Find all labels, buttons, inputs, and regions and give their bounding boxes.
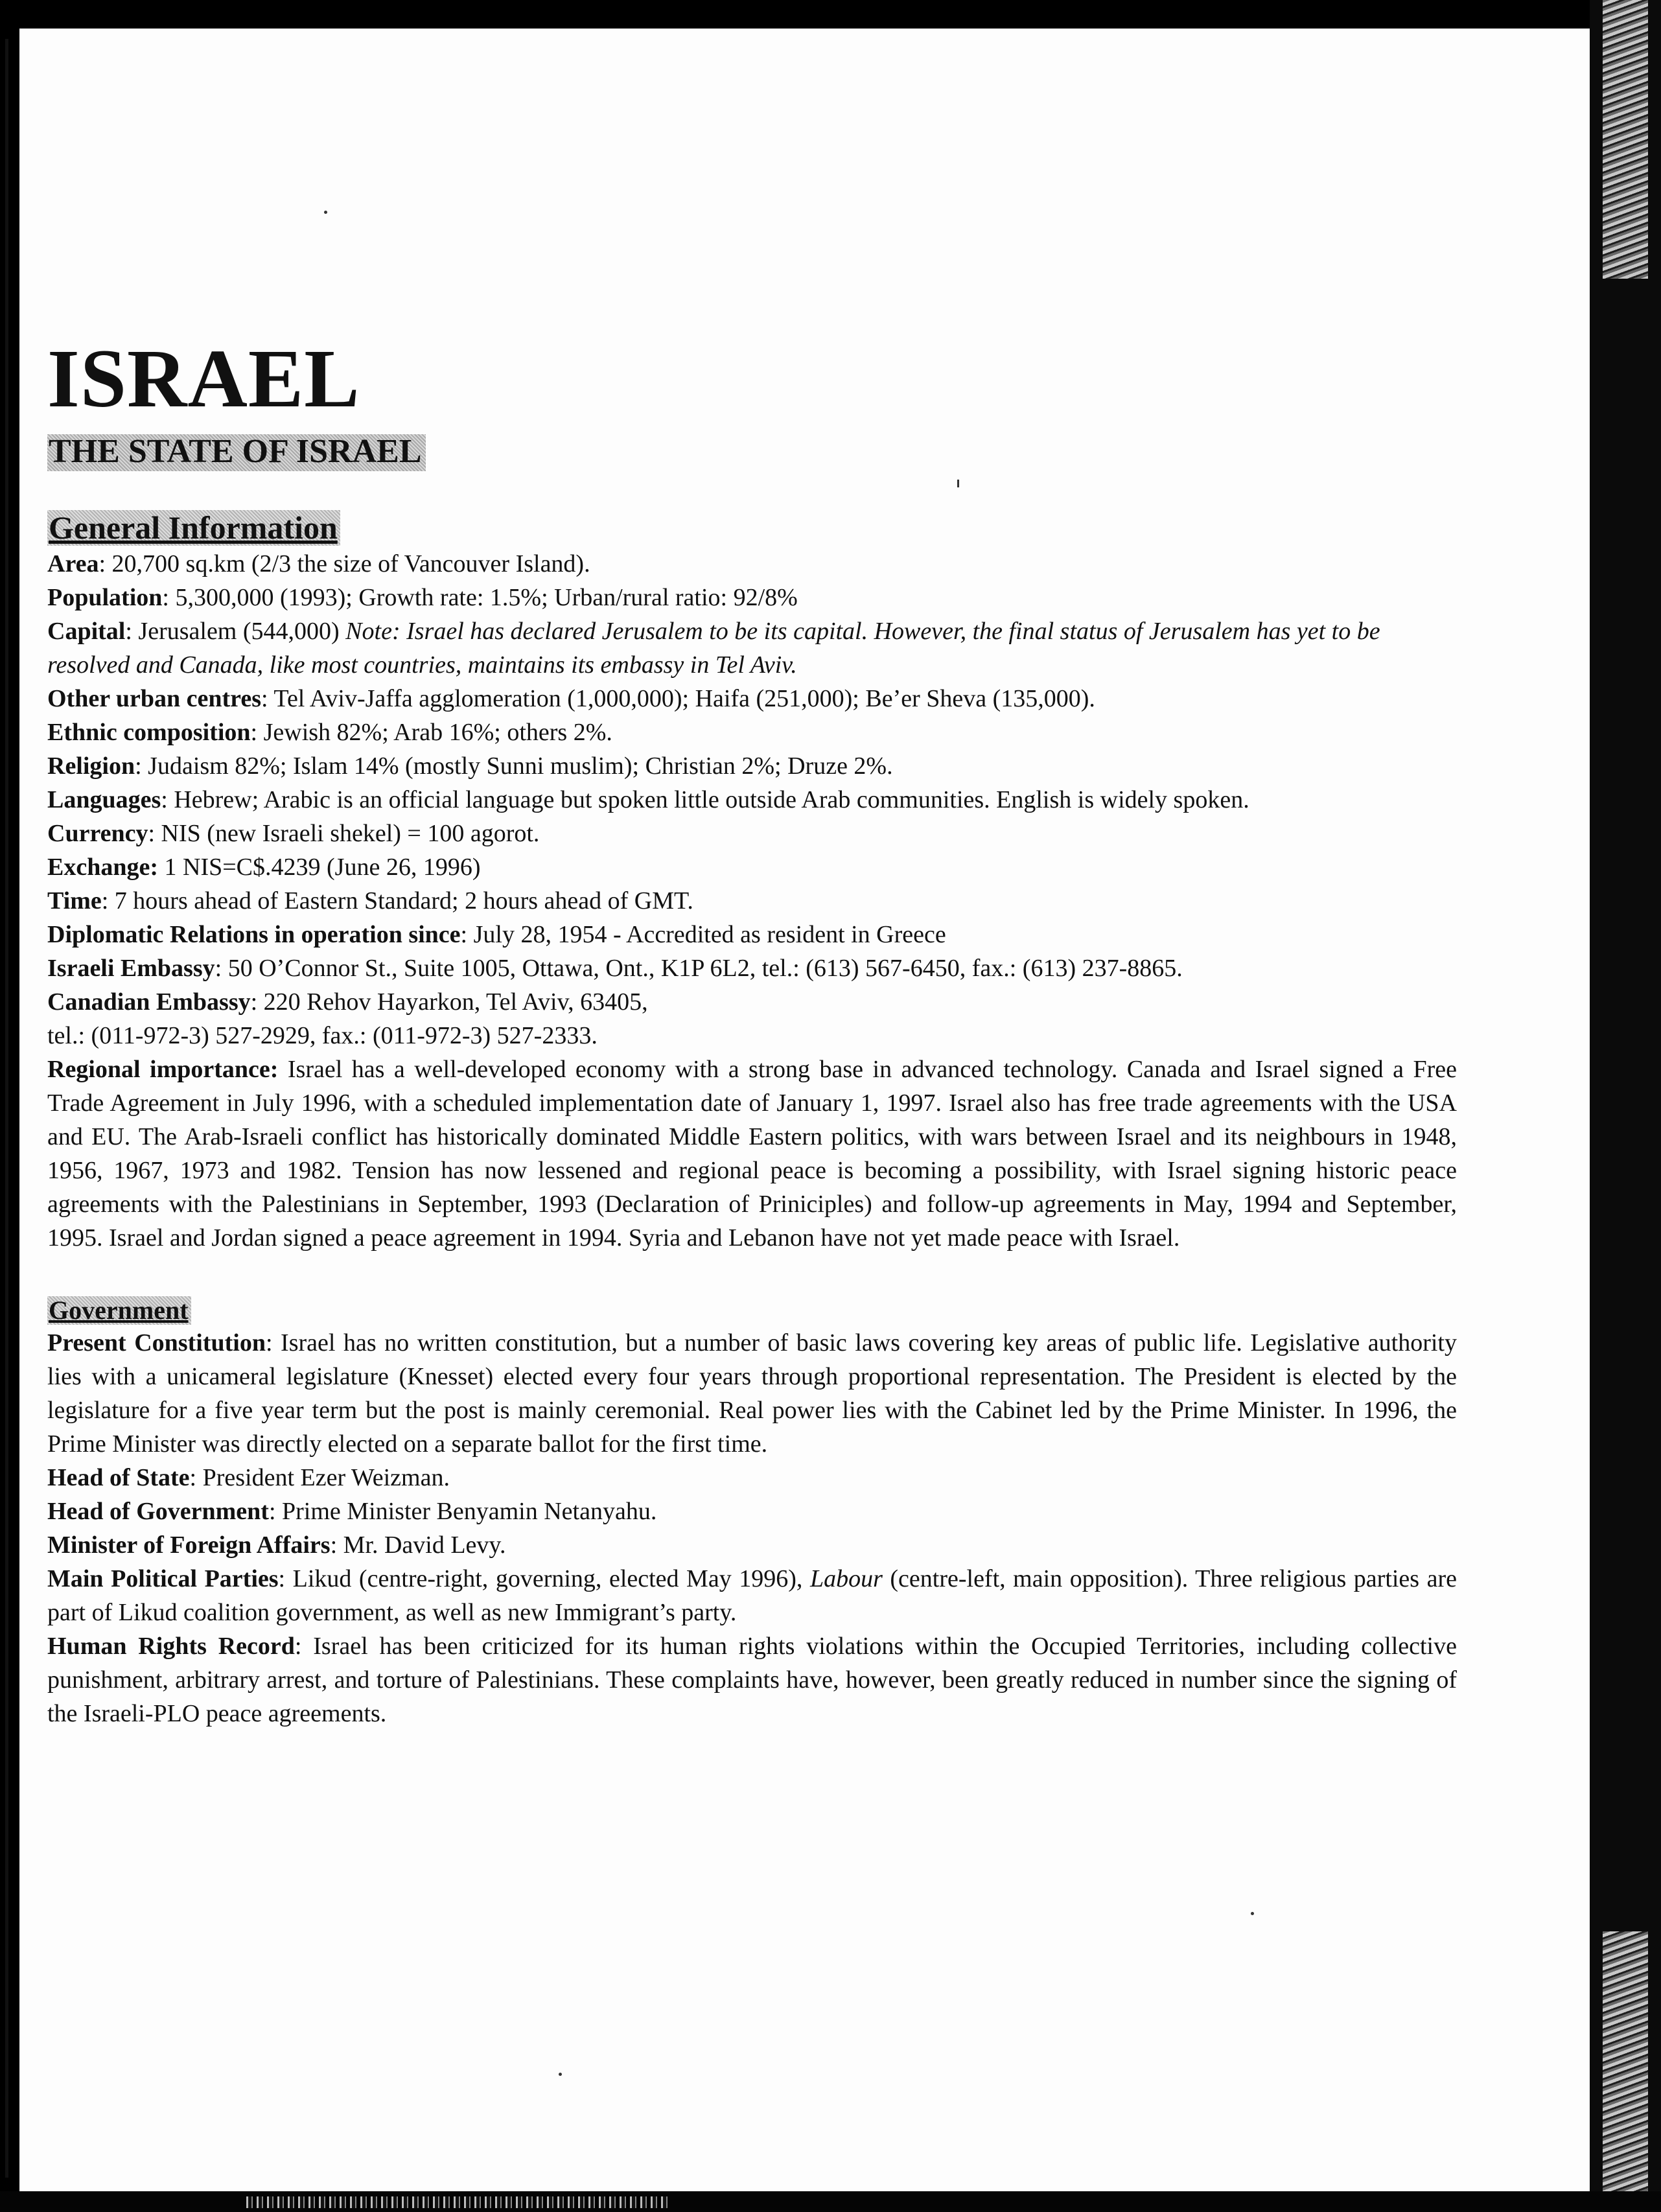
field-present-constitution (47, 1326, 1457, 1461)
field-label: Capital (47, 617, 126, 645)
field-regional-importance (47, 1053, 1457, 1255)
field-label: Currency (47, 819, 148, 847)
field-label: Time (47, 887, 102, 914)
field-value: : 5,300,000 (1993); Growth rate: 1.5%; Urban/rural ratio: 92/8% (162, 583, 798, 611)
field-label: Regional importance: (47, 1055, 279, 1083)
field-value: : 20,700 sq.km (2/3 the size of Vancouver Island). (99, 550, 590, 577)
field-head-of-state (47, 1461, 1457, 1495)
field-label: Minister of Foreign Affairs (47, 1531, 331, 1559)
scan-edge-right (1590, 0, 1661, 2212)
field-israeli-embassy (47, 951, 1457, 985)
field-ethnic-composition (47, 716, 1457, 749)
field-value: (centre-left, main opposition). Three religious parties are part of Likud coalition government, as well as new Immigrant’s party. (47, 1565, 1457, 1626)
field-label: Religion (47, 752, 135, 780)
field-label: Israeli Embassy (47, 954, 215, 982)
field-label: Human Rights Record (47, 1632, 295, 1660)
scan-speck (1251, 1912, 1254, 1915)
field-label: Diplomatic Relations in operation since (47, 920, 461, 948)
field-value: : Likud (centre-right, governing, elected May 1996), (278, 1565, 810, 1592)
page-left-rule (5, 39, 8, 2178)
field-foreign-minister (47, 1528, 1457, 1562)
field-label: Main Political Parties (47, 1565, 279, 1592)
field-head-of-government (47, 1495, 1457, 1528)
field-human-rights (47, 1629, 1457, 1730)
field-languages (47, 783, 1457, 817)
scan-speck (324, 211, 327, 214)
field-label: Ethnic composition (47, 718, 251, 746)
field-label: Languages (47, 786, 161, 813)
field-time (47, 884, 1457, 918)
field-urban-centres (47, 682, 1457, 716)
field-exchange (47, 850, 1457, 884)
field-capital (47, 614, 1431, 682)
field-label: Population (47, 583, 163, 611)
field-value: : President Ezer Weizman. (189, 1463, 450, 1491)
field-value: : Mr. David Levy. (330, 1531, 506, 1559)
field-political-parties (47, 1562, 1457, 1629)
field-religion (47, 749, 1457, 783)
page-title: ISRAEL (47, 332, 360, 425)
field-currency (47, 817, 1457, 850)
field-label: Canadian Embassy (47, 988, 251, 1016)
field-diplomatic-relations (47, 918, 1457, 951)
section-heading-government: Government (47, 1296, 191, 1325)
field-value: : NIS (new Israeli shekel) = 100 agorot. (148, 819, 540, 847)
capital-note: Note: Israel has declared Jerusalem to be its capital. However, the final status of Jerusalem has yet to be resolved and Canada, like most countries, maintains its embassy in Tel Aviv. (47, 617, 1380, 679)
field-canadian-embassy-contact: tel.: (011-972-3) 527-2929, fax.: (011-972-3) 527-2333. (47, 1021, 598, 1049)
field-value: : Jerusalem (544,000) (125, 617, 346, 645)
field-value: : 220 Rehov Hayarkon, Tel Aviv, 63405, (250, 988, 648, 1016)
field-value: : Jewish 82%; Arab 16%; others 2%. (250, 718, 612, 746)
field-label: Head of State (47, 1463, 190, 1491)
field-value: : 7 hours ahead of Eastern Standard; 2 hours ahead of GMT. (101, 887, 693, 914)
field-label: Present Constitution (47, 1329, 266, 1356)
general-information-section (47, 510, 1457, 1255)
scan-edge-bottom (0, 2191, 1661, 2212)
field-value: : Israel has been criticized for its human rights violations within the Occupied Territories, including collective punishment, arbitrary arrest, and torture of Palestinians. These complaints have, however, been greatly reduced in number since the signing of the Israeli-PLO peace agreements. (47, 1632, 1457, 1727)
field-value: : 50 O’Connor St., Suite 1005, Ottawa, Ont., K1P 6L2, tel.: (613) 567-6450, fax.: (613) 237-8865. (215, 954, 1183, 982)
field-label: Area (47, 550, 99, 577)
field-label: Other urban centres (47, 684, 262, 712)
field-area (47, 547, 1457, 581)
field-value: Israel has a well-developed economy with a strong base in advanced technology. Canada and Israel signed a Free Trade Agreement in July 1996, with a scheduled implementation date of January 1, 1997. Israel also has free trade agreements with the USA and EU. The Arab-Israeli conflict has historically dominated Middle Eastern politics, with wars between Israel and its neighbours in 1948, 1956, 1967, 1973 and 1982. Tension has now lessened and regional peace is becoming a possibility, with Israel signing historic peace agreements with the Palestinians in September, 1993 (Declaration of Priniciples) and follow-up agreements in May, 1994 and September, 1995. Israel and Jordan signed a peace agreement in 1994. Syria and Lebanon have not yet made peace with Israel. (47, 1055, 1457, 1252)
field-population (47, 581, 1457, 614)
scan-speck (559, 2073, 562, 2076)
field-value: : Tel Aviv-Jaffa agglomeration (1,000,000); Haifa (251,000); Be’er Sheva (135,000). (261, 684, 1095, 712)
government-section (47, 1296, 1457, 1730)
field-value: : Prime Minister Benyamin Netanyahu. (268, 1497, 657, 1525)
field-value: : July 28, 1954 - Accredited as resident in Greece (460, 920, 946, 948)
field-value: : Israel has no written constitution, but a number of basic laws covering key areas of public life. Legislative authority lies with a unicameral legislature (Knesset) elected every four years through proportional representation. The President is elected by the legislature for a five year term but the post is mainly ceremonial. Real power lies with the Cabinet led by the Prime Minister. In 1996, the Prime Minister was directly elected on a separate ballot for the first time. (47, 1329, 1457, 1458)
section-heading-general: General Information (47, 510, 340, 546)
document-content (47, 332, 1457, 1730)
field-value: : Judaism 82%; Islam 14% (mostly Sunni muslim); Christian 2%; Druze 2%. (135, 752, 893, 780)
field-label: Exchange: (47, 853, 158, 881)
field-value: : Hebrew; Arabic is an official language but spoken little outside Arab communities. English is widely spoken. (161, 786, 1249, 813)
page-subtitle: THE STATE OF ISRAEL (47, 434, 426, 471)
field-canadian-embassy (47, 985, 1457, 1019)
field-value: 1 NIS=C$.4239 (June 26, 1996) (158, 853, 481, 881)
field-label: Head of Government (47, 1497, 269, 1525)
party-labour: Labour (809, 1565, 883, 1592)
